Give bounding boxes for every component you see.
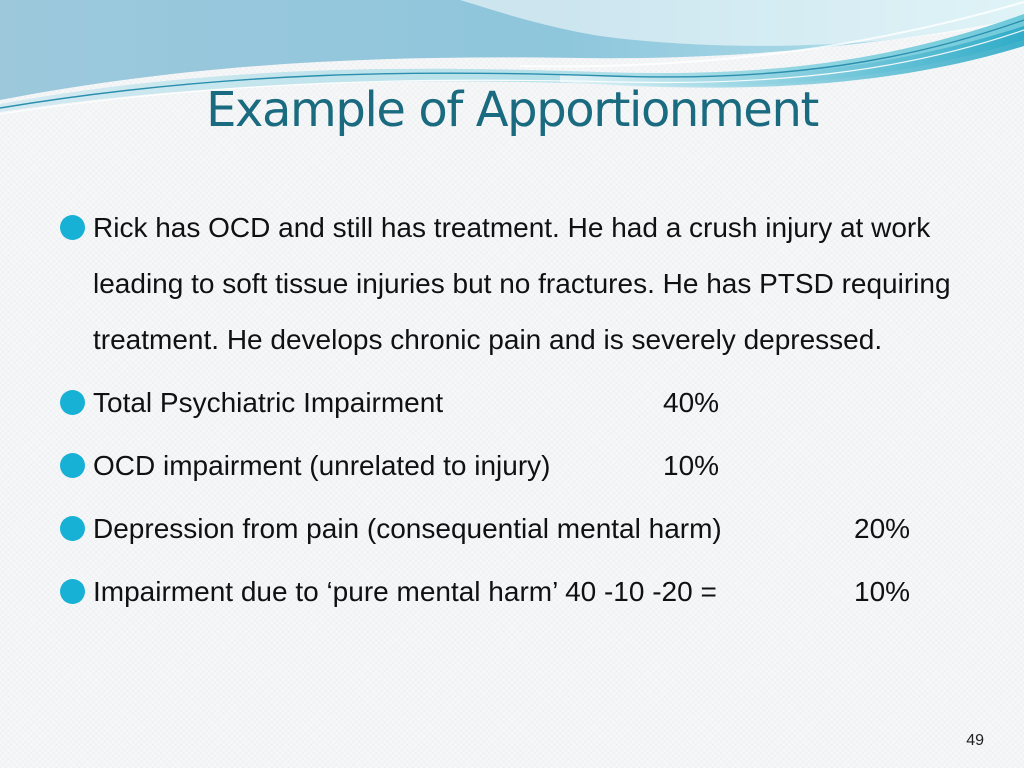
- bullet-text: Rick has OCD and still has treatment. He had a crush injury at work leading to soft tissue injuries but no fractures. He has PTSD requiring treatment. He develops chronic pain and is severely depressed.: [93, 212, 951, 355]
- bullet-value: 10%: [854, 576, 911, 607]
- bullet-item-total-impairment: [60, 371, 1000, 434]
- bullet-item-ocd-impairment: [60, 434, 1000, 497]
- slide-title: Example of Apportionment: [206, 82, 818, 138]
- bullet-list: [60, 200, 1000, 623]
- bullet-value: 20%: [854, 513, 911, 544]
- bullet-item-pure-mental-harm: [60, 560, 1000, 623]
- bullet-label: Depression from pain (consequential mental harm): [93, 513, 722, 544]
- bullet-dot-icon: [60, 516, 85, 541]
- bullet-dot-icon: [60, 390, 85, 415]
- bullet-label: Total Psychiatric Impairment: [93, 387, 444, 418]
- bullet-dot-icon: [60, 453, 85, 478]
- bullet-item-depression: [60, 497, 1000, 560]
- bullet-item-case-description: [60, 200, 1000, 368]
- page-number: 49: [966, 732, 984, 749]
- bullet-label: Impairment due to ‘pure mental harm’ 40 -10 -20 =: [93, 576, 717, 607]
- bullet-value: 10%: [663, 450, 720, 481]
- bullet-value: 40%: [663, 387, 720, 418]
- bullet-dot-icon: [60, 579, 85, 604]
- bullet-dot-icon: [60, 215, 85, 240]
- bullet-label: OCD impairment (unrelated to injury): [93, 450, 551, 481]
